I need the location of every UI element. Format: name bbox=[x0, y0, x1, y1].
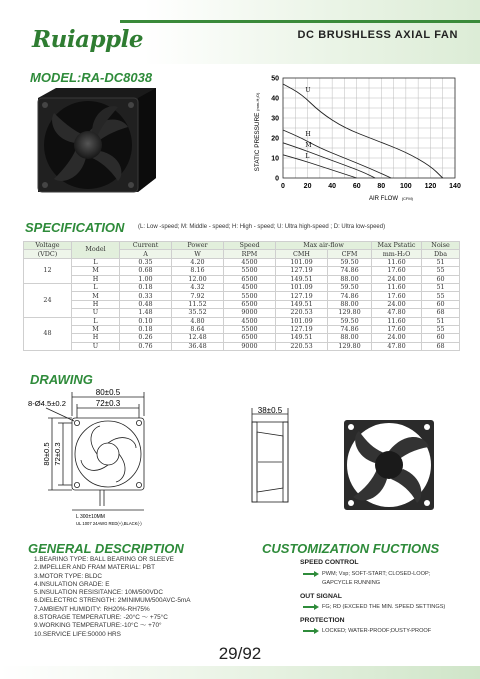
spec-cell: 88.00 bbox=[328, 300, 372, 308]
spec-header-row bbox=[24, 242, 460, 250]
spec-cell: 68 bbox=[422, 342, 460, 350]
spec-cell: 55 bbox=[422, 325, 460, 333]
spec-row bbox=[24, 334, 460, 342]
spec-cell: M bbox=[72, 292, 120, 300]
chart-xlabel-text: AIR FLOW bbox=[369, 196, 399, 202]
voltage-cell: 48 bbox=[24, 317, 72, 351]
spec-cell: 129.80 bbox=[328, 309, 372, 317]
y-tick-label: 20 bbox=[271, 135, 279, 143]
spec-row bbox=[24, 292, 460, 300]
spec-cell: 0.68 bbox=[120, 267, 172, 275]
col-noise: Noise bbox=[422, 242, 460, 250]
chart-xlabel bbox=[369, 196, 414, 202]
unit-cfm: CFM bbox=[328, 250, 372, 258]
spec-cell: 74.86 bbox=[328, 267, 372, 275]
y-tick-label: 10 bbox=[271, 155, 279, 163]
spec-cell: 47.80 bbox=[372, 342, 422, 350]
spec-item: 2.IMPELLER AND FRAM MATERIAL: PBT bbox=[34, 564, 155, 572]
spec-cell: 11.52 bbox=[172, 300, 224, 308]
unit-dba: Dba bbox=[422, 250, 460, 258]
spec-cell: 51 bbox=[422, 258, 460, 266]
customization-heading: CUSTOMIZATION FUCTIONS bbox=[262, 541, 440, 556]
spec-cell: 0.26 bbox=[120, 334, 172, 342]
spec-cell: 127.19 bbox=[276, 267, 328, 275]
unit-vdc: (VDC) bbox=[24, 250, 72, 258]
spec-cell: 17.60 bbox=[372, 292, 422, 300]
col-model: Model bbox=[72, 242, 120, 259]
arrow-icon bbox=[303, 628, 319, 634]
spec-cell: 51 bbox=[422, 283, 460, 291]
side-view-drawing bbox=[244, 406, 294, 516]
spec-cell: 4500 bbox=[224, 258, 276, 266]
arrow-icon bbox=[303, 571, 319, 577]
x-tick-label: 100 bbox=[400, 183, 412, 190]
spec-cell: 0.18 bbox=[120, 325, 172, 333]
rear-view-drawing bbox=[342, 418, 438, 514]
spec-cell: H bbox=[72, 275, 120, 283]
spec-item: 10.SERVICE LIFE:50000 HRS bbox=[34, 630, 121, 638]
spec-cell: 101.09 bbox=[276, 258, 328, 266]
x-tick-label: 0 bbox=[281, 183, 285, 190]
spec-cell: 17.60 bbox=[372, 325, 422, 333]
spec-cell: 11.60 bbox=[372, 317, 422, 325]
header-stripe bbox=[120, 20, 480, 23]
spec-cell: 59.50 bbox=[328, 283, 372, 291]
col-airflow: Max air-flow bbox=[276, 242, 372, 250]
spec-cell: 68 bbox=[422, 309, 460, 317]
lead-length: L 300±10MM bbox=[76, 514, 105, 520]
spec-cell: 24.00 bbox=[372, 334, 422, 342]
curve-label: M bbox=[305, 142, 312, 149]
chart-ylabel-unit: (mm-H₂O) bbox=[255, 92, 260, 111]
spec-cell: 8.64 bbox=[172, 325, 224, 333]
col-current: Current bbox=[120, 242, 172, 250]
chart-ylabel-text: STATIC PRESSURE bbox=[254, 112, 261, 172]
col-speed: Speed bbox=[224, 242, 276, 250]
spec-cell: 4.80 bbox=[172, 317, 224, 325]
spec-cell: 11.60 bbox=[372, 283, 422, 291]
spec-item: 5.INSULATION RESISITANCE: 10M/500VDC bbox=[34, 589, 164, 597]
spec-cell: 35.52 bbox=[172, 309, 224, 317]
spec-cell: 220.53 bbox=[276, 309, 328, 317]
general-description-list bbox=[34, 556, 190, 639]
spec-cell: 149.51 bbox=[276, 300, 328, 308]
spec-cell: 4500 bbox=[224, 283, 276, 291]
spec-cell: 55 bbox=[422, 292, 460, 300]
footer-band bbox=[0, 666, 480, 679]
specification-heading: SPECIFICATION bbox=[25, 220, 125, 235]
spec-cell: 55 bbox=[422, 267, 460, 275]
spec-cell: 88.00 bbox=[328, 275, 372, 283]
unit-mmh2o: mm-H₂O bbox=[372, 250, 422, 258]
speed-control-heading: SPEED CONTROL bbox=[300, 559, 359, 566]
spec-cell: L bbox=[72, 258, 120, 266]
spec-cell: 101.09 bbox=[276, 283, 328, 291]
dim-height: 80±0.5 bbox=[42, 442, 51, 466]
spec-item: 1.BEARING TYPE: BALL BEARING OR SLEEVE bbox=[34, 556, 174, 563]
spec-row bbox=[24, 309, 460, 317]
spec-item: 4.INSULATION GRADE: E bbox=[34, 580, 110, 588]
speed-control-text: PWM; Vsp; SOFT-START; CLOSED-LOOP; bbox=[322, 571, 431, 577]
spec-row bbox=[24, 267, 460, 275]
spec-cell: 51 bbox=[422, 317, 460, 325]
voltage-cell: 12 bbox=[24, 258, 72, 283]
unit-cmh: CMH bbox=[276, 250, 328, 258]
curve-label: H bbox=[305, 131, 311, 138]
unit-rpm: RPM bbox=[224, 250, 276, 258]
spec-cell: 0.18 bbox=[120, 283, 172, 291]
spec-cell: 11.60 bbox=[372, 258, 422, 266]
spec-row bbox=[24, 283, 460, 291]
spec-cell: 12.00 bbox=[172, 275, 224, 283]
spec-cell: L bbox=[72, 317, 120, 325]
spec-cell: 1.48 bbox=[120, 309, 172, 317]
spec-cell: 12.48 bbox=[172, 334, 224, 342]
spec-cell: 8.16 bbox=[172, 267, 224, 275]
arrow-icon bbox=[303, 604, 319, 610]
col-pstatic: Max Pstatic bbox=[372, 242, 422, 250]
spec-cell: 5500 bbox=[224, 267, 276, 275]
document-title: DC BRUSHLESS AXIAL FAN bbox=[297, 29, 458, 41]
spec-cell: 149.51 bbox=[276, 334, 328, 342]
col-power: Power bbox=[172, 242, 224, 250]
spec-cell: 9000 bbox=[224, 342, 276, 350]
protection-text: LOCKED; WATER-PROOF;DUSTY-PROOF bbox=[322, 628, 432, 634]
spec-cell: 59.50 bbox=[328, 317, 372, 325]
spec-cell: U bbox=[72, 309, 120, 317]
y-tick-label: 0 bbox=[275, 175, 279, 183]
spec-cell: 0.48 bbox=[120, 300, 172, 308]
x-tick-label: 140 bbox=[449, 183, 461, 190]
model-title: MODEL:RA-DC8038 bbox=[30, 70, 153, 85]
y-tick-label: 30 bbox=[271, 115, 279, 123]
chart-xlabel-unit: (CFM) bbox=[401, 196, 414, 201]
spec-item: 8.STORAGE TEMPERATURE: -20°C ～ +75°C bbox=[34, 614, 168, 622]
curve-H bbox=[283, 130, 391, 178]
voltage-cell: 24 bbox=[24, 283, 72, 317]
spec-cell: 4.32 bbox=[172, 283, 224, 291]
spec-cell: 5500 bbox=[224, 325, 276, 333]
spec-cell: 0.10 bbox=[120, 317, 172, 325]
spec-cell: 88.00 bbox=[328, 334, 372, 342]
spec-cell: H bbox=[72, 334, 120, 342]
curve-label: U bbox=[305, 87, 311, 94]
spec-cell: 0.33 bbox=[120, 292, 172, 300]
spec-cell: 60 bbox=[422, 300, 460, 308]
brand-logo: Ruiapple bbox=[32, 26, 144, 53]
general-description-heading: GENERAL DESCRIPTION bbox=[28, 541, 184, 556]
out-signal-heading: OUT SIGNAL bbox=[300, 593, 342, 600]
spec-cell: 1.00 bbox=[120, 275, 172, 283]
spec-cell: 7.92 bbox=[172, 292, 224, 300]
spec-cell: 60 bbox=[422, 334, 460, 342]
drawing-heading: DRAWING bbox=[30, 372, 93, 387]
spec-cell: 24.00 bbox=[372, 300, 422, 308]
spec-cell: 101.09 bbox=[276, 317, 328, 325]
spec-cell: 220.53 bbox=[276, 342, 328, 350]
y-tick-label: 50 bbox=[271, 75, 279, 83]
spec-row bbox=[24, 342, 460, 350]
unit-w: W bbox=[172, 250, 224, 258]
spec-cell: 17.60 bbox=[372, 267, 422, 275]
wire-spec: UL 1007 24AWG RED(+),BLACK(-) bbox=[76, 521, 142, 526]
out-signal-text: FG; RD (EXCEED THE MIN. SPEED SETTINGS) bbox=[322, 604, 446, 610]
spec-cell: 127.19 bbox=[276, 292, 328, 300]
x-tick-label: 120 bbox=[424, 183, 437, 190]
spec-cell: 36.48 bbox=[172, 342, 224, 350]
spec-table bbox=[23, 241, 460, 351]
y-tick-label: 40 bbox=[271, 95, 279, 103]
spec-cell: 4500 bbox=[224, 317, 276, 325]
spec-cell: 59.50 bbox=[328, 258, 372, 266]
spec-cell: U bbox=[72, 342, 120, 350]
x-tick-label: 40 bbox=[328, 183, 337, 190]
spec-cell: 6500 bbox=[224, 334, 276, 342]
page-number: 29/92 bbox=[218, 644, 262, 663]
spec-cell: 6500 bbox=[224, 300, 276, 308]
performance-chart bbox=[245, 66, 470, 206]
x-tick-label: 60 bbox=[352, 183, 361, 190]
protection-heading: PROTECTION bbox=[300, 617, 345, 624]
dim-depth: 38±0.5 bbox=[257, 406, 283, 415]
dim-holes: 8-Ø4.5±0.2 bbox=[28, 399, 66, 408]
spec-cell: 5500 bbox=[224, 292, 276, 300]
spec-cell: M bbox=[72, 325, 120, 333]
curve-label: L bbox=[305, 153, 310, 160]
spec-cell: 149.51 bbox=[276, 275, 328, 283]
col-voltage: Voltage bbox=[24, 242, 72, 250]
x-tick-label: 20 bbox=[303, 183, 312, 190]
speed-control-text-2: GAPCYCLE RUNNING bbox=[322, 580, 381, 586]
spec-cell: 0.76 bbox=[120, 342, 172, 350]
spec-cell: 9000 bbox=[224, 309, 276, 317]
chart-ticks bbox=[271, 76, 461, 191]
unit-a: A bbox=[120, 250, 172, 258]
spec-cell: 127.19 bbox=[276, 325, 328, 333]
spec-cell: 47.80 bbox=[372, 309, 422, 317]
spec-item: 6.DIELECTRIC STRENGTH: 2MINIMUM/500AVC-5mA bbox=[34, 597, 191, 605]
spec-cell: L bbox=[72, 283, 120, 291]
spec-cell: 60 bbox=[422, 275, 460, 283]
spec-cell: 74.86 bbox=[328, 325, 372, 333]
spec-cell: 129.80 bbox=[328, 342, 372, 350]
spec-cell: 74.86 bbox=[328, 292, 372, 300]
spec-cell: M bbox=[72, 267, 120, 275]
dim-height-inner: 72±0.3 bbox=[53, 442, 62, 466]
front-view-drawing bbox=[28, 388, 198, 528]
dim-hole-spacing: 72±0.3 bbox=[95, 399, 121, 408]
spec-cell: H bbox=[72, 300, 120, 308]
spec-item: 7.AMBIENT HUMIDITY: RH20%-RH75% bbox=[34, 605, 150, 613]
x-tick-label: 80 bbox=[377, 183, 386, 190]
speed-legend-note: (L: Low -speed; M: Middle - speed; H: High - speed; U: Ultra high-speed ; D: Ultra low-speed) bbox=[138, 224, 386, 230]
spec-cell: 4.20 bbox=[172, 258, 224, 266]
spec-cell: 6500 bbox=[224, 275, 276, 283]
spec-item: 9.WORKING TEMPERATURE:-10°C ～ +70° bbox=[34, 622, 162, 630]
spec-item: 3.MOTOR TYPE: BLDC bbox=[34, 572, 102, 580]
spec-cell: 0.35 bbox=[120, 258, 172, 266]
spec-cell: 24.00 bbox=[372, 275, 422, 283]
fan-photo bbox=[34, 84, 158, 194]
dim-width: 80±0.5 bbox=[95, 388, 121, 397]
chart-ylabel bbox=[254, 92, 261, 171]
spec-body bbox=[24, 258, 460, 350]
